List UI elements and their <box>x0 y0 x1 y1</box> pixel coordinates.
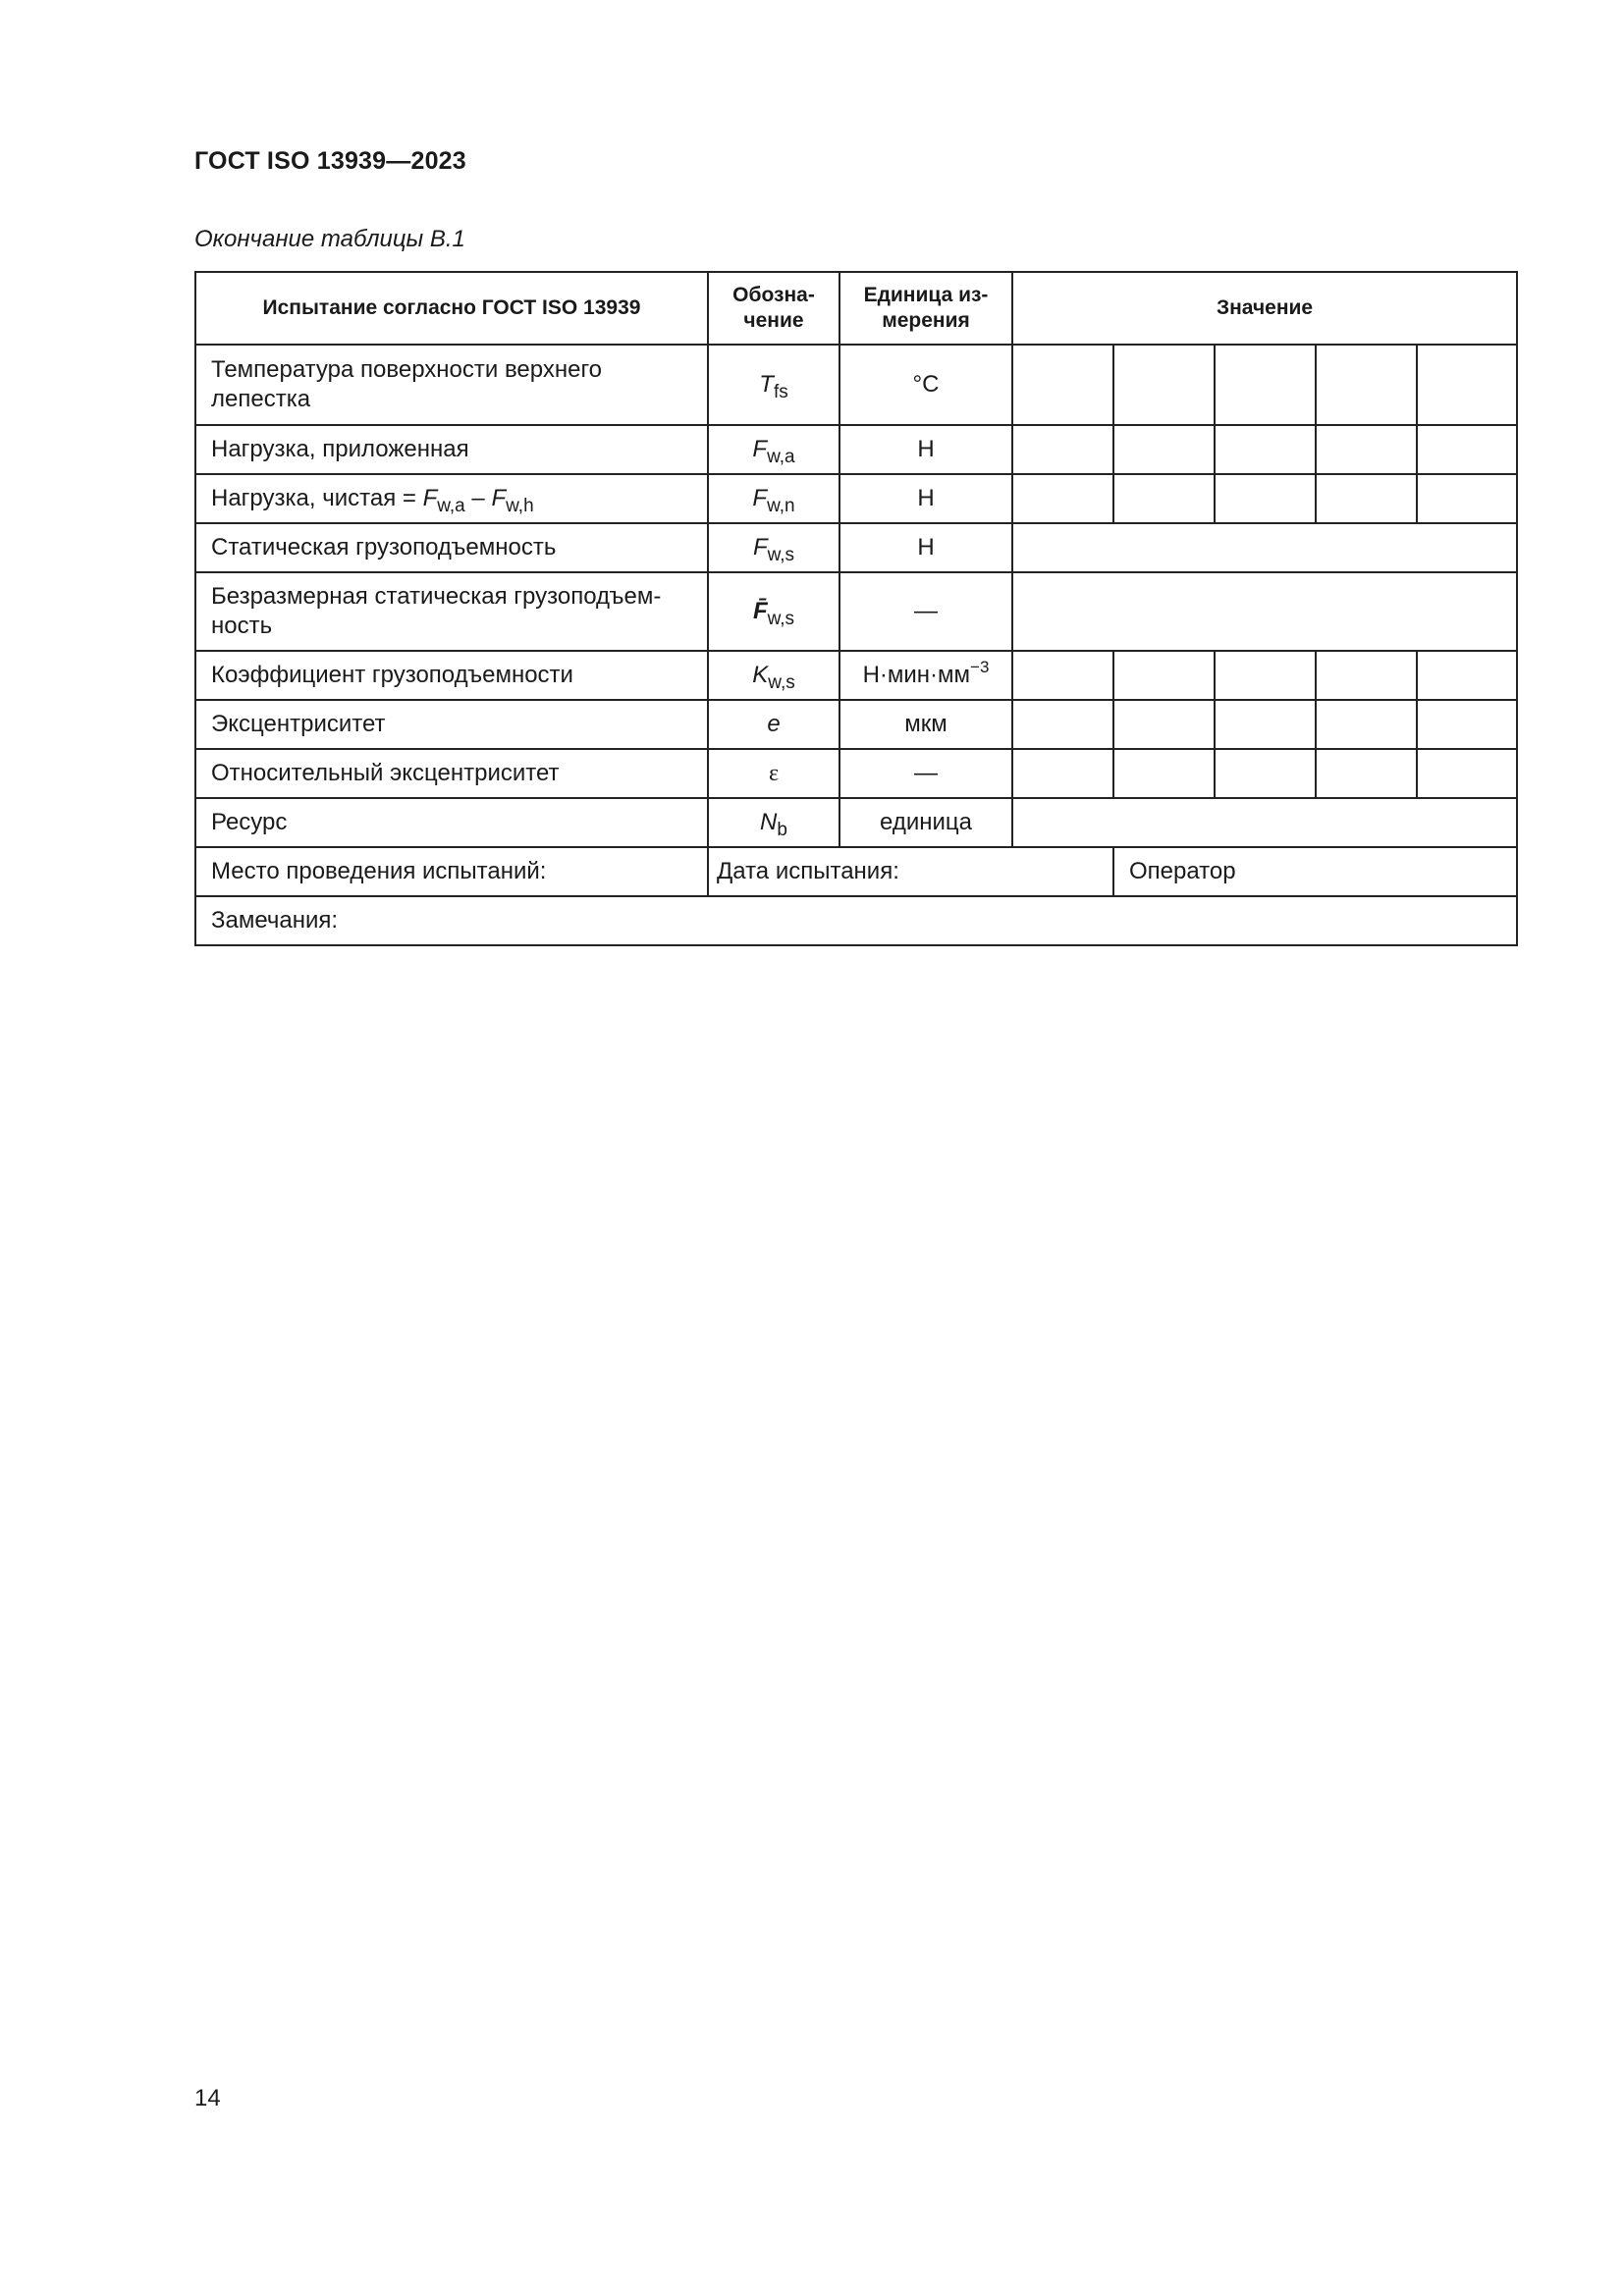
value-cell[interactable] <box>1113 700 1215 749</box>
row-symbol: $N_b$ <box>708 798 839 847</box>
value-cell-merged[interactable] <box>1012 523 1517 572</box>
value-cell[interactable] <box>1012 700 1113 749</box>
row-symbol: e <box>708 700 839 749</box>
table-row <box>195 651 1517 700</box>
value-cell[interactable] <box>1113 345 1215 425</box>
row-unit: мкм <box>839 700 1012 749</box>
value-cell[interactable] <box>1215 425 1316 474</box>
value-cell[interactable] <box>1215 345 1316 425</box>
row-name: Нагрузка, чистая = $F_{w,a} - F_{w,h}$ <box>195 474 708 523</box>
value-cell[interactable] <box>1417 700 1517 749</box>
row-name: Ресурс <box>195 798 708 847</box>
value-cell[interactable] <box>1417 345 1517 425</box>
table-row <box>195 572 1517 651</box>
column-header-unit: Единица из- мерения <box>839 272 1012 345</box>
row-symbol: $T_{fs}$ <box>708 345 839 425</box>
column-header-symbol: Обозна- чение <box>708 272 839 345</box>
value-cell[interactable] <box>1113 651 1215 700</box>
row-unit: — <box>839 749 1012 798</box>
row-name: Температура поверхности верхнего лепестка <box>195 345 708 425</box>
row-unit: — <box>839 572 1012 651</box>
row-unit: единица <box>839 798 1012 847</box>
remarks-field[interactable]: Замечания: <box>195 896 1517 945</box>
column-header-value: Значение <box>1012 272 1517 345</box>
column-header-test: Испытание согласно ГОСТ ISO 13939 <box>195 272 708 345</box>
row-symbol: $F_{w,s}$ <box>708 523 839 572</box>
page-header: ГОСТ ISO 13939—2023 <box>194 147 466 175</box>
row-name: Статическая грузоподъемность <box>195 523 708 572</box>
value-cell[interactable] <box>1417 474 1517 523</box>
row-unit: °C <box>839 345 1012 425</box>
value-cell[interactable] <box>1113 425 1215 474</box>
remarks-row <box>195 896 1517 945</box>
value-cell[interactable] <box>1316 345 1417 425</box>
value-cell[interactable] <box>1417 651 1517 700</box>
value-cell[interactable] <box>1316 749 1417 798</box>
value-cell[interactable] <box>1012 425 1113 474</box>
table-row <box>195 700 1517 749</box>
row-name: Коэффициент грузоподъемности <box>195 651 708 700</box>
row-name: Нагрузка, приложенная <box>195 425 708 474</box>
table-row <box>195 523 1517 572</box>
value-cell[interactable] <box>1113 749 1215 798</box>
value-cell[interactable] <box>1215 651 1316 700</box>
row-symbol: ε <box>708 749 839 798</box>
test-date-field[interactable]: Дата испытания: <box>708 847 1113 896</box>
row-name: Безразмерная статическая грузоподъем- ность <box>195 572 708 651</box>
value-cell[interactable] <box>1012 345 1113 425</box>
row-name: Эксцентриситет <box>195 700 708 749</box>
table-row <box>195 749 1517 798</box>
value-cell[interactable] <box>1215 749 1316 798</box>
test-place-field[interactable]: Место проведения испытаний: <box>195 847 708 896</box>
value-cell-merged[interactable] <box>1012 798 1517 847</box>
value-cell[interactable] <box>1417 425 1517 474</box>
header-row <box>195 272 1517 345</box>
value-cell[interactable] <box>1316 425 1417 474</box>
value-cell[interactable] <box>1215 700 1316 749</box>
value-cell[interactable] <box>1012 474 1113 523</box>
test-results-table <box>194 271 1518 946</box>
table-row <box>195 345 1517 425</box>
row-symbol: $F_{w,a}$ <box>708 425 839 474</box>
row-unit: Н <box>839 523 1012 572</box>
value-cell[interactable] <box>1316 474 1417 523</box>
footer-row <box>195 847 1517 896</box>
value-cell[interactable] <box>1417 749 1517 798</box>
value-cell-merged[interactable] <box>1012 572 1517 651</box>
value-cell[interactable] <box>1113 474 1215 523</box>
table-row <box>195 425 1517 474</box>
row-name: Относительный эксцентриситет <box>195 749 708 798</box>
row-unit: Н <box>839 474 1012 523</box>
value-cell[interactable] <box>1316 651 1417 700</box>
value-cell[interactable] <box>1215 474 1316 523</box>
row-unit: Н <box>839 425 1012 474</box>
value-cell[interactable] <box>1012 651 1113 700</box>
table-row <box>195 798 1517 847</box>
row-unit: $Н\cdot мин\cdot мм^{-3}$ <box>839 651 1012 700</box>
value-cell[interactable] <box>1012 749 1113 798</box>
row-symbol: $K_{w,s}$ <box>708 651 839 700</box>
operator-field[interactable]: Оператор <box>1113 847 1517 896</box>
value-cell[interactable] <box>1316 700 1417 749</box>
row-symbol: $F_{w,n}$ <box>708 474 839 523</box>
row-symbol: $F̄_{w,s}$ <box>708 572 839 651</box>
table-caption: Окончание таблицы В.1 <box>194 226 465 252</box>
table-row <box>195 474 1517 523</box>
page-number: 14 <box>194 2085 221 2111</box>
